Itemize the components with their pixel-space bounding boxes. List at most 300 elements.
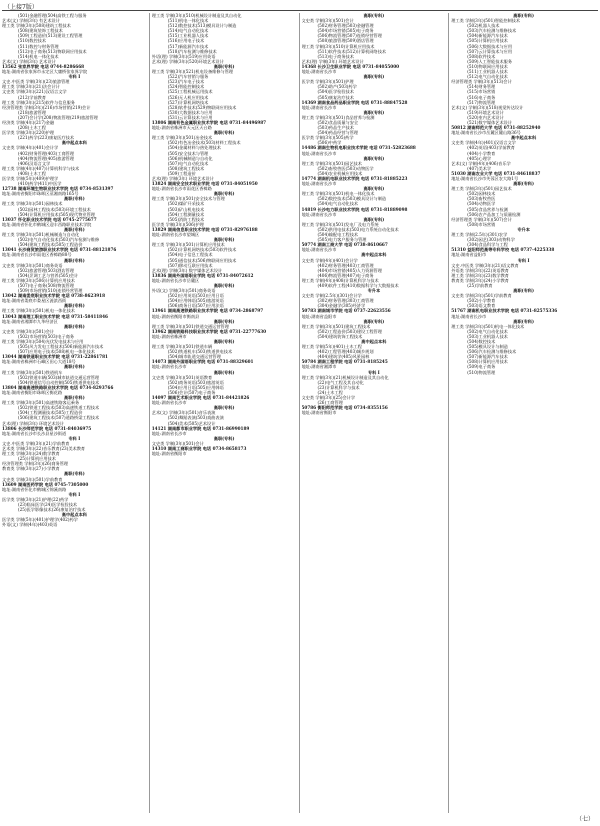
school-heading: 13804 湖南高速铁路职业技术学院 电话 0734-8293766: [2, 384, 114, 390]
listing-line: 地址:湖南省长沙市: [301, 247, 337, 253]
listing-line: (506)商务日语(507)应用法语: [167, 303, 224, 309]
listing-line: 理工类 学制(3年)(501)发电厂及电力系统: [301, 221, 379, 227]
section-heading: 高职(专科): [363, 13, 385, 18]
listing-line: 地址:湖南省衡阳市珠晖区蒸湘南路165号: [2, 191, 79, 197]
school-heading: 13041 长沙商贸旅游职业技术学院 电话 0731-88121876: [2, 247, 117, 253]
section-heading: 专科 Ⅰ: [517, 257, 530, 263]
listing-line: 医学类 学制(3年)(501)护理: [301, 79, 354, 85]
section-heading: 高职(专科): [513, 181, 534, 187]
listing-line: 文史类 学制(3年)(501)会计: [151, 440, 204, 446]
listing-line: (502)机器人技术: [467, 23, 500, 29]
listing-line: (402)财务管理(403)工商管理: [18, 150, 75, 156]
listing-line: (502)电气自动化技术: [467, 328, 508, 334]
listing-line: 艺术(理) 学制(3年)(520)环境艺术设计: [151, 58, 224, 64]
listing-line: 理工类 学制(3年)(501)安全技术与管理: [151, 196, 225, 202]
listing-line: 文史类 学制(3年)(501)学前教育: [451, 293, 512, 299]
listing-line: 艺术(文) 学制(4年)(406)音乐学: [451, 160, 511, 166]
school-heading: 13806 长沙师范学院 电话 0731-84036975: [2, 425, 92, 431]
listing-line: 理工类 学制(3年)(510)计算机应用技术: [301, 43, 375, 49]
listing-line: (24)土木工程: [317, 389, 343, 395]
listing-line: 医学类 学制(3年)(21)护理(22)药学: [2, 496, 69, 502]
listing-line: 地址:湖南省益阳市: [451, 252, 487, 258]
listing-line: 医学类 学制(3年)(220)护理: [2, 130, 55, 136]
listing-line: (503)畜牧兽医: [467, 196, 496, 202]
listing-line: 医学类 学制(3年)(505)药学: [301, 135, 354, 141]
listing-line: (504)烹调工艺与营养(505)会计: [18, 272, 79, 278]
listing-line: (509)工程造价(513)建设工程管理: [18, 33, 83, 39]
listing-line: 理工类 学制(3年)(501)铁道车辆: [151, 344, 213, 350]
listing-line: (208)土木工程: [18, 125, 47, 131]
listing-line: 艺术(文) 学制(3年) 有艺术设计: [2, 18, 60, 24]
listing-line: 地址:湖南省长沙市: [151, 364, 187, 370]
listing-line: (408)土木工程: [18, 170, 47, 176]
listing-line: 地址:湖南省长沙市长沙县星沙街道: [2, 430, 67, 436]
listing-line: (404)市场营销(405)人力资源管理: [317, 267, 382, 273]
listing-line: (506)建筑工程技术(507)道路桥梁工程技术: [18, 415, 100, 421]
listing-line: (506)汽车检测与维修技术: [467, 349, 517, 355]
listing-line: (502)铁道机车(503)铁道供电技术: [167, 349, 233, 355]
listing-line: (504)工程测量技术: [167, 211, 205, 217]
listing-line: 理工类 学制(3年)(21)法会计计: [2, 84, 60, 90]
listing-line: 外语(理) 学制(3年)(519)应用英语: [151, 53, 216, 59]
listing-line: (514)机电一体化技术: [18, 53, 59, 59]
listing-line: 文史类 学制(3年)(501)会计: [301, 18, 354, 24]
school-heading: 14121 湖南都市职业学院 电话 0731-86990189: [151, 425, 250, 431]
listing-line: (406)物流管理(407)电子商务: [317, 272, 374, 278]
listing-line: (511)机电一体化技术: [167, 18, 209, 24]
listing-line: 理工类 学制(3年)(501)园林技术: [2, 201, 63, 207]
listing-line: (504)工程测量技术(505)工程造价: [18, 410, 83, 416]
listing-line: (406)汉语言文学: [18, 160, 51, 166]
listing-line: (516)应用电子技术: [167, 38, 205, 44]
listing-line: (510)数控技术: [18, 38, 47, 44]
listing-line: (507)新能源汽车技术: [467, 354, 508, 360]
listing-line: 地址:湖南省怀化市鹤城区锦溪南路: [2, 486, 67, 492]
listing-line: 理工类 学制(3年)(501)智能控制技术: [451, 18, 521, 24]
listing-line: 教育类 学制(3年)(24)小学教育: [451, 277, 509, 283]
listing-line: (503)药品生产技术: [317, 125, 354, 131]
listing-line: (504)计算机应用技术(505)现代物业管理: [18, 211, 95, 217]
listing-line: 理工类 学制(3年)(501)建筑工程技术: [301, 323, 371, 329]
listing-line: (502)商务英语(503)旅游英语: [167, 379, 224, 385]
header-divider: [2, 10, 598, 11]
section-heading: 高职(专科): [213, 282, 235, 288]
school-heading: 13961 湖南高速铁路职业技术学院 电话 0734-2868797: [151, 308, 264, 314]
listing-line: (504)新能源汽车技术: [467, 33, 508, 39]
listing-line: 地址:湖南省长沙市: [301, 150, 337, 156]
section-heading: 高职(专科): [64, 196, 85, 202]
page-number: （七）: [575, 816, 594, 823]
section-heading: 高职(专科): [64, 395, 85, 401]
listing-line: 理工类 学制(3年)(501)计算机应用技术: [151, 242, 225, 248]
listing-line: (519)环境艺术设计: [467, 109, 504, 115]
listing-line: (504)建筑装饰工程技术: [317, 333, 363, 339]
listing-line: 地址:湖南省怀化市鹤城区迎丰西路职业技术学院: [2, 221, 92, 227]
listing-line: (504)美术(505)艺术设计: [167, 420, 216, 426]
listing-line: (502)煤矿开采技术: [167, 201, 205, 207]
section-heading: 专升本: [367, 288, 381, 294]
listing-line: 文史类 学制(3年)(221)汉语言文学: [2, 89, 67, 95]
listing-line: (207)会计学(208)物流管理(219)旅游管理: [18, 114, 98, 120]
section-heading: 高职(专科): [213, 63, 235, 69]
listing-line: 地址:湖南省张家界市永定区大庸桥张家界学院: [2, 69, 88, 75]
section-heading: 高中起点本科: [61, 512, 87, 518]
listing-line: (502)数控技术(503)模具设计与制造: [317, 196, 387, 202]
listing-line: 教育类 学制(3年)(27)小学教育: [2, 466, 60, 472]
section-heading: 高职(专科): [363, 186, 385, 192]
listing-line: (402)工程管理(403)城乡规划: [317, 349, 374, 355]
listing-line: (505)电力客户服务与管理: [317, 237, 367, 243]
listing-line: (516)电子商务: [467, 94, 496, 100]
listing-line: (402)英语(403)学前教育: [467, 145, 515, 151]
listing-line: (515)市场营销: [467, 89, 496, 95]
listing-line: (505)食品营养与检测: [467, 206, 508, 212]
listing-line: 艺术(理) 学制(3年) 数字媒体艺术设计: [151, 267, 223, 273]
listing-line: (23)临床医学(24)医学检验技术: [18, 502, 78, 507]
listing-line: (505)模具设计与制造: [467, 344, 508, 350]
listing-line: (512)电气自动化技术: [467, 74, 508, 80]
section-heading: 专科 Ⅰ: [68, 74, 81, 80]
section-heading: 高职(专科): [64, 257, 85, 263]
listing-line: 文史.中医类 学制(3年)(23)旅游管理: [2, 79, 70, 85]
listing-line: (518)汽车检测与维修技术: [167, 48, 217, 54]
school-heading: 13806 湖南有色金属职业技术学院 电话 0731-84496987: [151, 119, 267, 125]
listing-line: (502)旅游管理(503)酒店管理: [18, 267, 75, 273]
listing-line: (526)无人机应用技术: [167, 94, 209, 100]
section-heading: 高职(专科): [213, 191, 235, 197]
listing-line: (506)大数据技术与应用: [467, 43, 513, 49]
listing-line: (502)市场营销(503)电子商务: [18, 333, 75, 339]
listing-line: (507)移动互联应用技术: [167, 262, 213, 268]
section-heading: 高职(专科): [363, 74, 385, 80]
listing-line: (504)应用日语(505)应用韩语: [167, 384, 224, 390]
listing-line: (508)软件技术: [467, 53, 496, 59]
listing-line: 理工类 学制(3年)(21)机械设计制造及其自动化: [301, 374, 389, 380]
listing-line: 理工类 学制(3年)(508)建筑工程技术: [2, 23, 71, 29]
listing-line: 理工类 学制(3年)(501)机械制造与自动化: [2, 232, 80, 238]
listing-line: 艺术(理) 学制(3年) 环境艺术设计: [301, 58, 364, 64]
listing-line: 理工类 学制(3年)(23)数学教育: [451, 272, 509, 278]
school-heading: 13962 湖南铁路科技职业技术学院 电话 0731-22777630: [151, 328, 267, 334]
listing-line: (407)美术学: [467, 165, 492, 171]
listing-line: 艺术(文) 学制(3年) 艺术设计: [2, 58, 56, 64]
listing-line: 文史类 学制(3年)(25)会计学: [301, 395, 356, 401]
listing-line: (531)云计算技术与应用: [167, 114, 213, 120]
section-heading: 高职(专科): [363, 109, 385, 115]
listing-line: (506)中药学: [317, 140, 342, 146]
section-heading: 高职(专科): [213, 435, 235, 441]
listing-line: (502)铁道工程技术(503)高速铁道工程技术: [18, 405, 100, 411]
listing-line: (502)工程造价(503)建设工程管理: [317, 328, 382, 334]
listing-line: (510)物联网应用技术: [467, 63, 508, 69]
school-heading: 14369 湖南食品药品职业学院 电话 0731-88847528: [301, 99, 408, 105]
listing-line: 地址:湖南省衡阳市珠晖区衡花路: [2, 389, 63, 395]
listing-line: (502)电气自动化技术(503)汽车检测与维修: [18, 237, 100, 243]
listing-line: (503)工业机器人技术: [467, 333, 508, 339]
section-heading: 高职(专科): [363, 318, 385, 324]
listing-line: (508)市场营销: [467, 221, 496, 227]
listing-line: (504)药品经营与管理: [317, 130, 359, 136]
listing-line: (504)数控技术: [467, 339, 496, 344]
school-heading: 51767 湖南机电职业技术学院 电话 0731-82575336: [451, 308, 558, 314]
section-heading: 高职(专科): [363, 216, 385, 222]
listing-line: (506)会计(507)电子商务: [167, 389, 216, 395]
listing-line: 理工类 学制(3年)(501)铁道机车: [2, 369, 63, 375]
section-heading: 专科 Ⅰ: [367, 369, 380, 375]
listing-line: 外语(文) 学制(4年)(403)英语: [2, 522, 58, 528]
listing-line: 经济管理类 学制(3年)(216)市场营销(219)会计: [2, 104, 91, 110]
listing-line: 经济管理类 学制(3年)(507)会计: [451, 216, 512, 222]
listing-line: (502)有色冶金技术(503)材料工程技术: [167, 140, 241, 146]
listing-line: (520)室内艺术设计: [467, 114, 504, 120]
listing-line: 理工类 学制(3年)(501)冶金技术: [151, 135, 213, 141]
listing-line: 外语(文) 学制(3年)(501)商务英语: [151, 288, 216, 294]
listing-line: 地址:湖南省衡阳市: [301, 410, 337, 416]
section-heading: 高职(专科): [64, 364, 85, 370]
listing-line: 地址:湖南省长沙市雨花区香樟路: [151, 186, 212, 192]
listing-line: (504)城市轨道交通运营管理: [167, 354, 221, 360]
listing-line: (512)电子商务(513)物联网应用技术: [18, 48, 87, 54]
school-heading: 13836 湖南外国语职业学院 电话 0731-84072612: [151, 272, 254, 278]
school-heading: 50786 衡阳师范学院 电话 0734-8355156: [301, 405, 388, 411]
listing-line: (221)药学(223)康复医疗技术: [18, 135, 75, 141]
listing-line: (527)计算机网络技术: [167, 99, 209, 105]
listing-line: (302)园艺(303)动物科学: [467, 237, 515, 243]
section-heading: 高职(专科): [213, 405, 235, 411]
school-heading: 51310 益阳师范高等专科学校 电话 0737-4225338: [451, 247, 555, 253]
listing-line: (504)应用韩语(505)旅游英语: [167, 298, 224, 304]
listing-line: (509)市场营销(510)连锁经营管理: [18, 288, 83, 294]
listing-line: (508)旅游管理(509)酒店管理: [317, 38, 374, 44]
listing-line: (507)应用电子技术(508)机电一体化技术: [18, 349, 95, 355]
listing-line: 地址:湖南省株洲市天元区天台路: [151, 125, 212, 131]
listing-line: (511)软件技术(512)计算机网络技术: [317, 48, 387, 54]
listing-line: (302)财务管理(303)工商管理: [317, 298, 374, 304]
column-4: [451, 13, 598, 813]
listing-line: (23)计算机科学与技术: [317, 384, 360, 390]
listing-line: (521)数字媒体艺术设计: [467, 119, 513, 125]
listing-line: 地址:湖南省株洲市石峰区田心大道18号: [2, 359, 76, 365]
section-heading: 高职(专科): [363, 155, 385, 161]
listing-line: 理工类 学制(3年)(510)机械设计制造及其自动化: [151, 13, 242, 18]
listing-line: (505)安全技术与管理: [167, 150, 209, 156]
listing-line: 地址:湖南省株洲市: [151, 333, 187, 339]
listing-line: (410)药学(411)中医学: [18, 181, 62, 187]
listing-line: (504)动物医学: [467, 201, 496, 207]
listing-line: 地址:湖南省长沙市雨花区香樟路88号: [2, 252, 72, 258]
school-heading: 12738 湖南环境生物职业技术学院 电话 0734-8531397: [2, 186, 114, 192]
section-heading: 高职(专科): [213, 339, 235, 344]
column-3: [302, 13, 450, 813]
listing-line: (508)计算机应用技术: [467, 359, 508, 365]
listing-line: (404)小学教育: [467, 150, 496, 156]
listing-line: (505)通信技术(506)物联网应用技术: [167, 257, 237, 263]
listing-line: (523)汽车电子技术: [167, 79, 205, 85]
listing-line: 理工类 学制(3年)(501)食品营养与检测: [301, 114, 375, 120]
listing-line: 地址:湖南省长沙市岳麓区麓山路36号: [451, 130, 521, 136]
listing-line: (506)物流管理(507)连锁经营管理: [317, 33, 382, 39]
listing-line: 地址:湖南省长沙市: [301, 181, 337, 187]
listing-line: 医学类 学制(5年)(401)护理学(402)药学: [2, 517, 78, 523]
listing-line: (502)财务管理(503)金融管理: [317, 23, 374, 29]
listing-line: 理工类 学制(5年)(401)土木工程: [301, 344, 362, 350]
listing-line: 文史.中医类 学制(3年)(21)语文教育: [451, 262, 519, 268]
listing-line: 地址:湖南省长沙市岳麓区: [151, 277, 200, 283]
listing-line: 经济管理类 学制(3年)(26)商务管理: [2, 461, 69, 467]
listing-line: (212)学前教育: [18, 94, 47, 100]
listing-line: 文史.中医类 学制(3年)(21)学前教育: [2, 440, 70, 446]
listing-line: 理工类 学制(3年)(521)机电设备维修与管理: [151, 69, 234, 75]
listing-line: 地址:湖南省长沙市芙蓉区农大路1号: [451, 176, 519, 181]
school-heading: 13044 湖南铁道职业技术学院 电话 0731-22861781: [2, 354, 108, 360]
listing-line: (508)建筑装饰工程技术: [18, 28, 63, 34]
listing-line: 地址:湖南省益阳市: [301, 313, 337, 319]
section-heading: 高职(专科): [513, 318, 534, 324]
listing-line: 医学类 学制(3年)(506)护理: [151, 221, 204, 227]
school-heading: 14310 湖南工商职业学院 电话 0734-8658173: [151, 445, 247, 451]
listing-line: (502)供用电技术(503)电力系统自动化技术: [317, 226, 399, 232]
section-heading: 高职(专科): [213, 237, 235, 243]
listing-line: (509)电子商务: [467, 364, 496, 370]
section-heading: 专科 Ⅰ: [68, 491, 81, 497]
listing-line: 理工类 学制(3年)(501)机电一体化技术: [451, 323, 525, 329]
listing-line: (528)软件技术(529)物联网应用技术: [167, 104, 237, 110]
listing-line: 文史类 学制(3年)(501)学前教育: [2, 476, 63, 482]
listing-line: 地址:湖南省长沙市: [451, 313, 487, 319]
listing-line: 地址:湖南省长沙市望城区: [151, 232, 200, 238]
columns-container: [2, 13, 598, 813]
column-1: [2, 13, 150, 813]
listing-line: (504)农业机械应用技术: [317, 170, 363, 176]
school-heading: 13824 湖南安全技术职业学院 电话 0731-84051950: [151, 181, 258, 187]
listing-line: (507)云计算技术与应用: [467, 48, 513, 54]
school-heading: 14486 湖南生物机电职业技术学院 电话 0731-52823688: [301, 145, 416, 151]
listing-line: (22)电气工程及其自动化: [317, 379, 364, 385]
listing-line: 地址:湖南省长沙市: [301, 211, 337, 217]
school-heading: 50774 湖南工商大学 电话 0738-8610667: [301, 242, 388, 248]
listing-line: (505)康复治疗技术: [317, 94, 354, 100]
listing-line: 地址:湖南省衡阳市衡南县: [151, 313, 200, 319]
listing-line: (218)旅游管理: [18, 109, 47, 115]
listing-line: 地址:湖南省湘潭市: [301, 364, 337, 370]
listing-line: 文史类 学制(4年)(401)汉语言文学: [451, 140, 516, 146]
listing-line: (506)农产品加工与质量检测: [467, 211, 521, 217]
section-heading: 专升本: [517, 226, 530, 232]
listing-line: 文史类 学制(3年)(501)英语教育: [151, 374, 213, 380]
listing-line: 文史类 学制(4年)(401)会计学: [2, 145, 59, 151]
school-heading: 14774 湖南机电职业技术学院 电话 0731-81885223: [301, 176, 408, 181]
listing-line: (503)语文教育: [467, 303, 496, 309]
listing-line: (501)金融管理(504)高铁工程与服务: [18, 13, 87, 18]
listing-line: (404)建筑学(405)风景园林: [317, 354, 370, 360]
section-heading: 高职(专科): [213, 318, 235, 324]
listing-line: (506)机械制造与自动化: [167, 155, 213, 161]
listing-line: 理工类 学制(4年)(408)计算机科学与技术: [301, 277, 379, 283]
section-heading: 高中起点本科: [511, 135, 537, 141]
listing-line: 地址:湖南省湘潭市九华经济区: [2, 318, 58, 324]
school-heading: 51030 湖南农业大学 电话 0731-84618837: [451, 170, 541, 176]
listing-line: 理工类 学制(3年)(501)园艺技术: [451, 186, 512, 192]
listing-line: (505)消防工程技术: [167, 216, 205, 222]
listing-line: 理工类 学制(3年)(24)数学教育: [2, 451, 60, 457]
listing-line: (530)大数据技术与应用: [167, 109, 213, 115]
listing-line: (502)园林工程技术(503)环境工程技术: [18, 206, 91, 212]
listing-line: (509)工程造价: [167, 170, 196, 176]
school-heading: 13562 张家界学院 电话 0744-8286668: [2, 63, 85, 69]
listing-line: (522)汽车营销与服务: [167, 74, 209, 80]
section-heading: 高中起点本科: [61, 140, 87, 146]
listing-line: (511)数控与财务管理: [18, 43, 59, 49]
listing-line: (502)铁道车辆(503)城市轨道交通运营管理: [18, 374, 100, 380]
listing-line: (504)医学检验技术: [317, 89, 354, 95]
school-heading: 14368 长沙卫生职业学院 电话 0731-84055000: [301, 63, 400, 69]
listing-line: 地址:湖南省长沙市: [301, 69, 337, 75]
listing-line: (409)软件工程(410)数据科学与大数据技术: [317, 282, 399, 288]
listing-line: 理工类 学制(3年)(501)园艺技术: [301, 160, 362, 166]
listing-line: (304)金融学(305)经济学: [317, 303, 366, 309]
school-heading: 50784 湖南工程学院 电话 0731-8185245: [301, 359, 388, 365]
page-header-label: （上接7版）: [4, 4, 38, 11]
listing-line: 理工类 学制(3年)(501)铁道交通运营管理: [151, 323, 229, 329]
listing-line: 理工类 学制(3年)(501)高速铁路客运乘务: [2, 400, 80, 406]
school-heading: 14073 湖南外国语职业学院 电话 0731-88329601: [151, 359, 254, 365]
listing-line: (504)市场营销(505)电子商务: [317, 28, 374, 34]
listing-line: (25)医学影像技术(26)康复治疗技术: [18, 507, 86, 513]
listing-line: (502)应用英语(503)应用日语: [167, 293, 224, 299]
listing-line: (26)工商管理: [317, 400, 343, 406]
listing-line: 外语类 学制(3年)(22)英语教育: [451, 267, 509, 273]
listing-line: 理工类 学制(3年)(501)机电一体化技术: [2, 308, 75, 314]
listing-line: (504)电气自动化技术: [317, 201, 359, 207]
section-heading: 专科 Ⅰ: [68, 435, 81, 441]
listing-line: (505)风力发电工程技术(506)新能源汽车技术: [18, 344, 104, 350]
listing-line: (517)物流管理: [467, 99, 496, 105]
school-heading: 50812 湖南师范大学 电话 0731-88252940: [451, 125, 541, 131]
listing-line: (514)财务管理: [467, 84, 496, 90]
listing-line: (504)输配电工程技术: [317, 232, 359, 238]
listing-line: (502)计算机网络技术(503)软件技术: [167, 247, 237, 253]
listing-line: 理工类 学制(3年)(501)机电一体化技术: [301, 191, 375, 197]
school-heading: 14097 湖南艺术职业学院 电话 0731-84421826: [151, 395, 250, 401]
listing-line: (503)汽车检测与维修技术: [467, 28, 517, 34]
listing-line: 理工类 学制(2.5年)(301)农学: [451, 232, 508, 238]
listing-line: 地址:湖南省衡阳市: [151, 451, 187, 457]
listing-line: 地址:湖南省长沙市: [301, 104, 337, 110]
section-heading: 高职(专科): [64, 303, 85, 309]
listing-line: 文史类 学制(3年)(501)会计: [2, 328, 55, 334]
listing-line: (504)金属材料与热处理技术: [167, 145, 221, 151]
listing-line: 医学类 学制(5年)(409)护理学: [2, 176, 59, 181]
listing-line: (502)园林技术: [467, 191, 496, 197]
listing-line: (507)电子商务(508)物流管理: [18, 282, 75, 288]
listing-line: 艺术(文) 学制(3年)(501)音乐表演: [151, 410, 216, 416]
listing-line: 艺术(理) 学制(3年) 环境艺术设计: [2, 420, 65, 426]
listing-line: (502)舞蹈表演(503)戏曲表演: [167, 415, 224, 421]
school-heading: 50783 湖南城市学院 电话 0737-22623556: [301, 308, 391, 314]
column-2: [152, 13, 300, 813]
listing-line: 地址:湖南省长沙市: [151, 400, 187, 406]
section-heading: 高职(专科): [64, 226, 85, 232]
listing-line: (525)工程机械运用技术: [167, 89, 213, 95]
section-heading: 高职(专科): [213, 369, 235, 375]
listing-line: (405)心理学: [467, 155, 492, 161]
listing-line: 地址:湖南省娄底市娄星区涟滨西街: [2, 298, 67, 304]
listing-line: 艺术(理) 学制(3年) 环境艺术设计: [151, 176, 214, 181]
school-heading: 13609 湖南医药学院 电话 0745-7305000: [2, 481, 89, 487]
listing-line: (515)工业机器人技术: [167, 33, 209, 39]
listing-line: (502)助产(503)药学: [317, 84, 357, 90]
listing-line: (504)铁道信号自动控制(505)铁道供电技术: [18, 379, 100, 385]
